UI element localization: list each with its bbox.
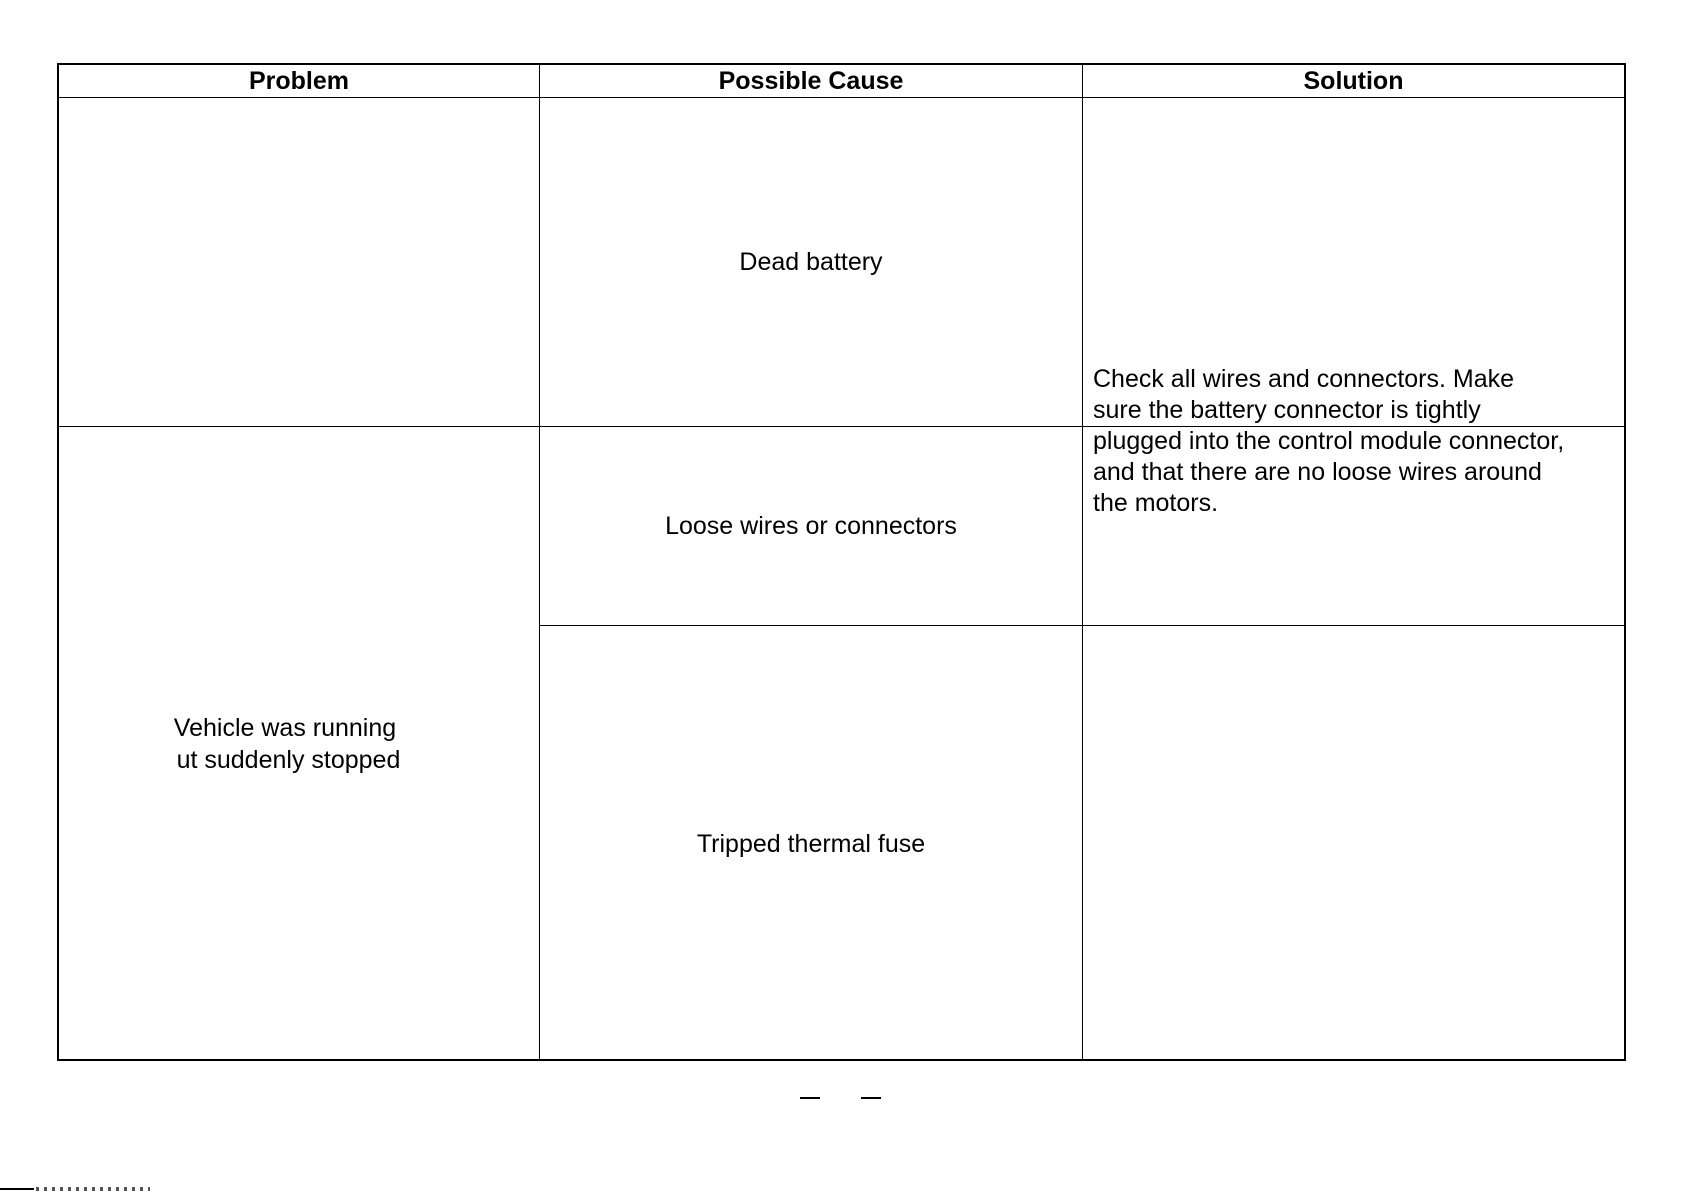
solution-text-check-wires: Check all wires and connectors. Make sure the battery connector is tightly plugged into the control module connector, and that there are no loose wires around the motors. [1093,365,1565,517]
print-mark [0,1187,150,1192]
cause-cell-loose-wires [540,427,1082,625]
dash-mark [800,1097,820,1099]
print-dots [36,1187,150,1191]
header-solution: Solution [1303,66,1404,95]
header-problem: Problem [248,66,350,95]
header-possible-cause: Possible Cause [718,66,904,95]
problem-cell-vehicle-stopped [59,427,539,1061]
cause-text: Dead battery [739,248,883,276]
cause-text: Loose wires or connectors [665,512,957,540]
column-divider [1082,65,1083,1059]
troubleshooting-table [57,63,1626,1061]
dash-mark [861,1097,881,1099]
cause-cell-dead-battery [540,98,1082,426]
page-number-placeholder [800,1097,890,1101]
cause-cell-thermal-fuse [540,626,1082,1061]
problem-text: Vehicle was running ut suddenly stopped [173,714,401,774]
print-bar [0,1188,34,1190]
cause-text: Tripped thermal fuse [696,829,926,858]
